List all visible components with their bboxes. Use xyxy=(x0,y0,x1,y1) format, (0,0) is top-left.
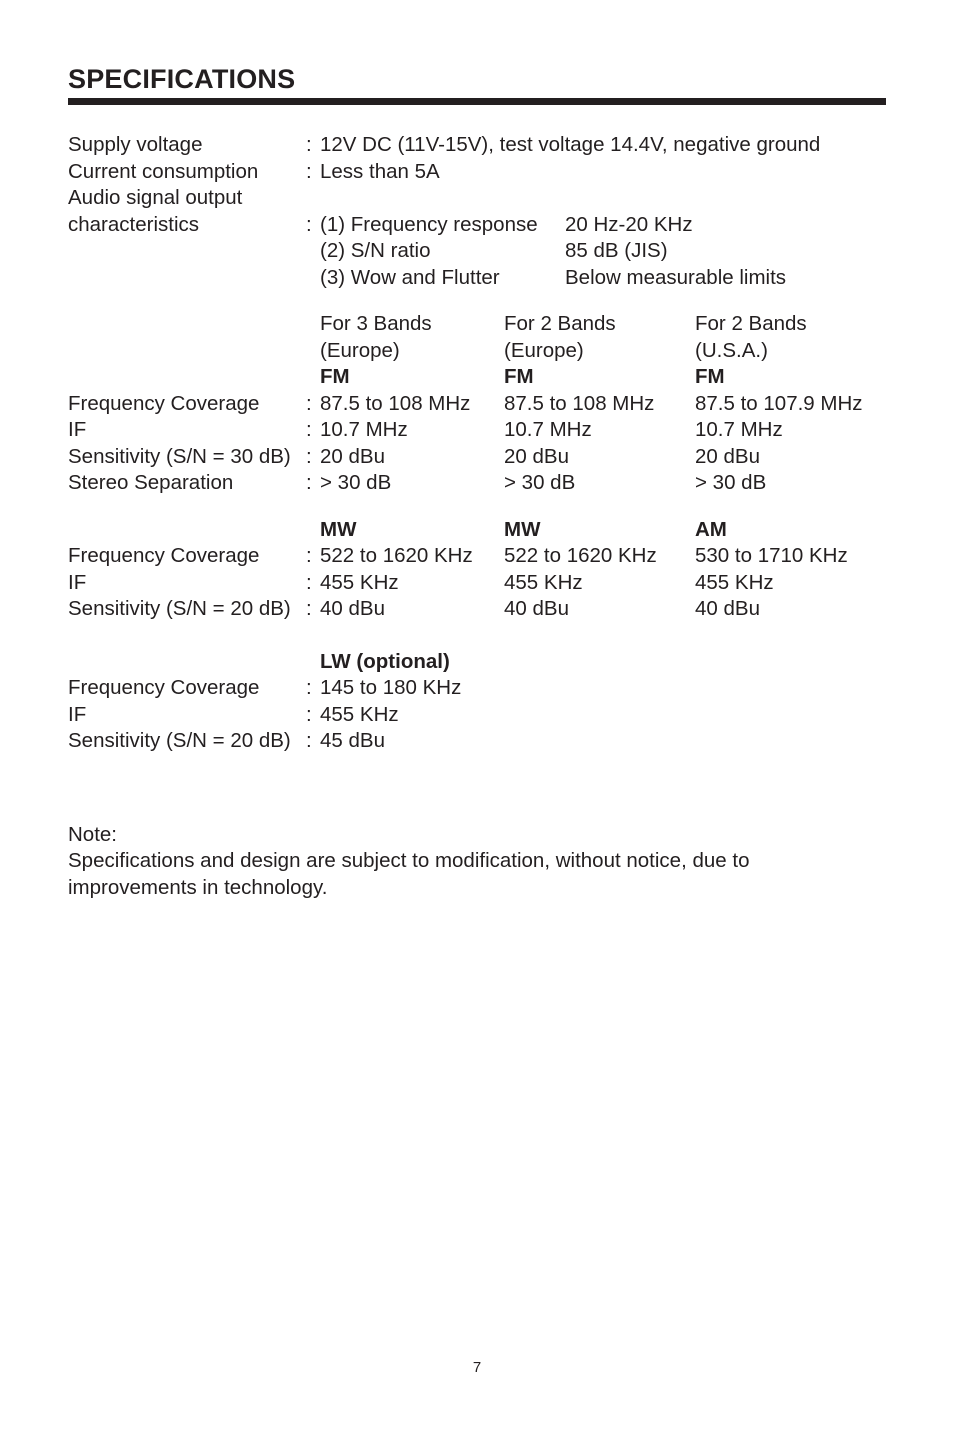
fm-cell: 87.5 to 108 MHz xyxy=(320,392,471,415)
audio-item-value: Below measurable limits xyxy=(565,266,787,289)
colon: : xyxy=(306,676,312,699)
lw-row-label: Frequency Coverage xyxy=(68,676,260,699)
current-consumption-value: Less than 5A xyxy=(320,160,440,183)
mw-cell: 455 KHz xyxy=(320,571,399,594)
supply-voltage-label: Supply voltage xyxy=(68,133,203,156)
mw-row-label: Frequency Coverage xyxy=(68,544,260,567)
note-body: Specifications and design are subject to modification, without notice, due to improvements in technology. xyxy=(68,849,750,899)
mw-cell: 40 dBu xyxy=(320,597,385,620)
band-header-mw: MW xyxy=(504,518,541,541)
current-consumption-label: Current consumption xyxy=(68,160,259,183)
audio-item-name: (2) S/N ratio xyxy=(320,239,431,262)
mw-cell: 40 dBu xyxy=(504,597,569,620)
column-header-line1: For 3 Bands xyxy=(320,312,432,335)
audio-item-value: 20 Hz-20 KHz xyxy=(565,213,693,236)
mw-row-label: IF xyxy=(68,571,87,594)
audio-output-label-line2: characteristics xyxy=(68,213,200,236)
column-header-line1: For 2 Bands xyxy=(504,312,616,335)
lw-row-label: Sensitivity (S/N = 20 dB) xyxy=(68,729,291,752)
column-header-line1: For 2 Bands xyxy=(695,312,807,335)
audio-item-name: (1) Frequency response xyxy=(320,213,538,236)
mw-cell: 530 to 1710 KHz xyxy=(695,544,848,567)
fm-row-label: IF xyxy=(68,418,87,441)
column-header-line2: (U.S.A.) xyxy=(695,339,768,362)
colon: : xyxy=(306,418,312,441)
mw-cell: 455 KHz xyxy=(504,571,583,594)
mw-cell: 522 to 1620 KHz xyxy=(320,544,473,567)
colon: : xyxy=(306,729,312,752)
fm-row-label: Stereo Separation xyxy=(68,471,234,494)
column-header-line2: (Europe) xyxy=(320,339,400,362)
note-heading: Note: xyxy=(68,823,117,846)
fm-cell: 10.7 MHz xyxy=(695,418,783,441)
fm-cell: > 30 dB xyxy=(504,471,576,494)
lw-cell: 45 dBu xyxy=(320,729,385,752)
mw-cell: 455 KHz xyxy=(695,571,774,594)
mw-cell: 40 dBu xyxy=(695,597,760,620)
band-header-am: AM xyxy=(695,518,727,541)
lw-cell: 145 to 180 KHz xyxy=(320,676,462,699)
audio-item-value: 85 dB (JIS) xyxy=(565,239,668,262)
audio-output-label-line1: Audio signal output xyxy=(68,186,243,209)
page-number: 7 xyxy=(472,1359,482,1376)
colon: : xyxy=(306,445,312,468)
colon: : xyxy=(306,571,312,594)
band-header-fm: FM xyxy=(320,365,350,388)
fm-row-label: Sensitivity (S/N = 30 dB) xyxy=(68,445,291,468)
column-header-line2: (Europe) xyxy=(504,339,584,362)
lw-cell: 455 KHz xyxy=(320,703,399,726)
colon: : xyxy=(306,392,312,415)
colon: : xyxy=(306,133,312,156)
fm-cell: > 30 dB xyxy=(320,471,392,494)
mw-cell: 522 to 1620 KHz xyxy=(504,544,657,567)
fm-cell: 87.5 to 108 MHz xyxy=(504,392,655,415)
fm-cell: 10.7 MHz xyxy=(504,418,592,441)
colon: : xyxy=(306,703,312,726)
fm-cell: > 30 dB xyxy=(695,471,767,494)
colon: : xyxy=(306,213,312,236)
fm-cell: 20 dBu xyxy=(320,445,385,468)
fm-cell: 10.7 MHz xyxy=(320,418,408,441)
fm-cell: 20 dBu xyxy=(695,445,760,468)
band-header-fm: FM xyxy=(504,365,534,388)
fm-cell: 87.5 to 107.9 MHz xyxy=(695,392,863,415)
band-header-fm: FM xyxy=(695,365,725,388)
audio-item-name: (3) Wow and Flutter xyxy=(320,266,500,289)
supply-voltage-value: 12V DC (11V-15V), test voltage 14.4V, negative ground xyxy=(320,133,821,156)
colon: : xyxy=(306,471,312,494)
page-title: SPECIFICATIONS xyxy=(68,64,296,94)
fm-cell: 20 dBu xyxy=(504,445,569,468)
lw-row-label: IF xyxy=(68,703,87,726)
band-header-mw: MW xyxy=(320,518,357,541)
colon: : xyxy=(306,597,312,620)
mw-row-label: Sensitivity (S/N = 20 dB) xyxy=(68,597,291,620)
band-header-lw: LW (optional) xyxy=(320,650,450,673)
colon: : xyxy=(306,160,312,183)
title-rule xyxy=(68,98,886,105)
colon: : xyxy=(306,544,312,567)
fm-row-label: Frequency Coverage xyxy=(68,392,260,415)
